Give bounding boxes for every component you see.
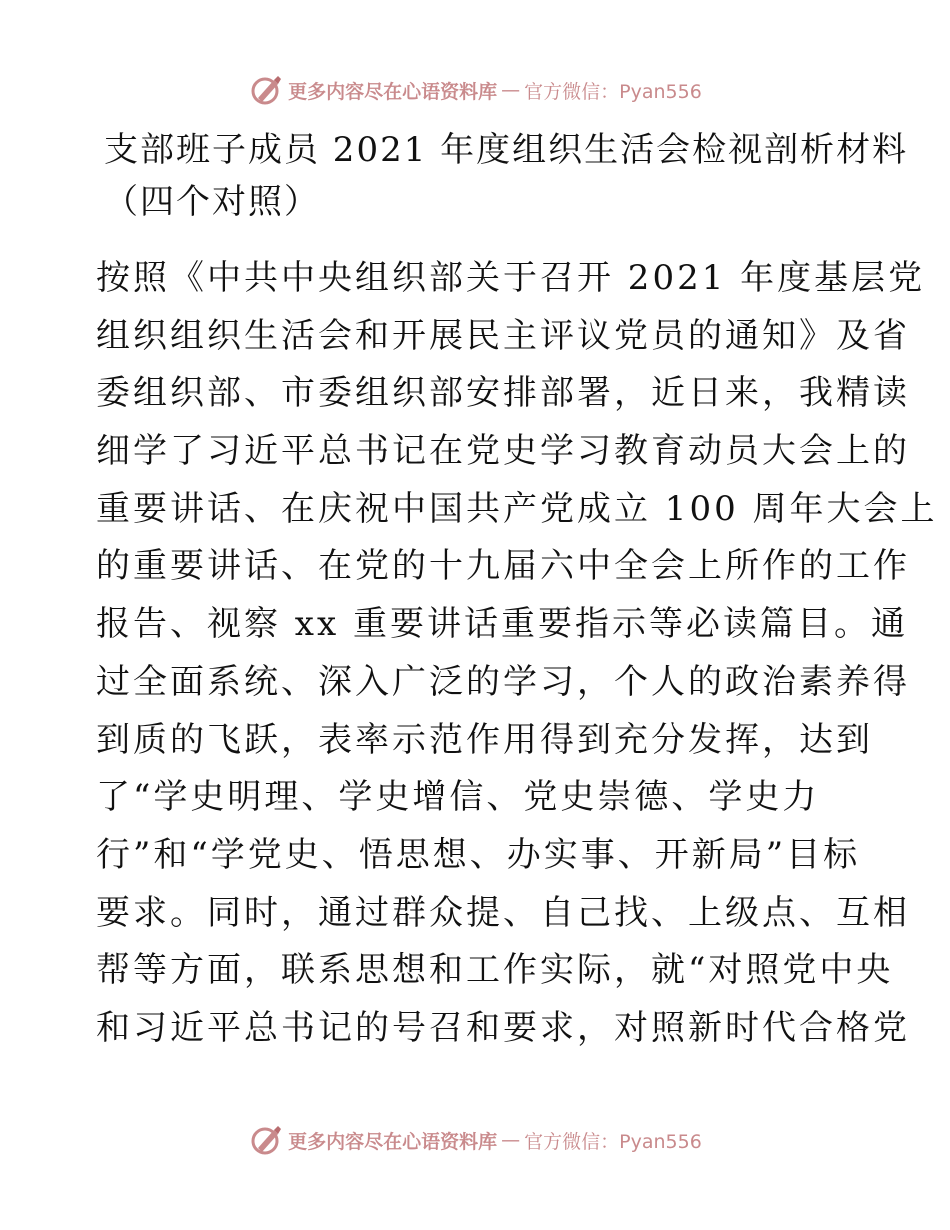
pen-logo-icon	[248, 72, 284, 108]
pen-logo-icon	[248, 1122, 284, 1158]
watermark-separator: —	[501, 1129, 521, 1151]
body-line: 按照《中共中央组织部关于召开 2021 年度基层党	[96, 258, 926, 298]
body-line: 报告、视察 xx 重要讲话重要指示等必读篇目。通	[96, 604, 908, 645]
body-line: 要求。同时，通过群众提、自己找、上级点、互相	[96, 892, 910, 933]
body-line: 委组织部、市委组织部安排部署，近日来，我精读	[96, 373, 910, 414]
body-line: 了“学史明理、学史增信、党史崇德、学史力	[96, 777, 820, 818]
document-body	[96, 250, 938, 1058]
watermark-contact: 官方微信：Pyan556	[524, 1130, 702, 1153]
footer-watermark	[0, 1118, 950, 1162]
watermark-separator: —	[501, 79, 521, 101]
body-line: 的重要讲话、在党的十九届六中全会上所作的工作	[96, 546, 910, 587]
body-line: 到质的飞跃，表率示范作用得到充分发挥，达到	[96, 719, 873, 760]
body-line: 组织组织生活会和开展民主评议党员的通知》及省	[96, 315, 910, 356]
title-line-1: 支部班子成员 2021 年度组织生活会检视剖析材料	[104, 130, 909, 170]
body-line: 重要讲话、在庆祝中国共产党成立 100 周年大会上	[96, 488, 938, 529]
watermark-text: 更多内容尽在心语资料库	[288, 1130, 498, 1153]
body-line: 行”和“学党史、悟思想、办实事、开新局”目标	[96, 834, 861, 875]
watermark-contact: 官方微信：Pyan556	[524, 80, 702, 103]
title-line-2: （四个对照）	[104, 182, 320, 222]
body-line: 过全面系统、深入广泛的学习，个人的政治素养得	[96, 661, 910, 702]
body-line: 细学了习近平总书记在党史学习教育动员大会上的	[96, 431, 910, 472]
body-line: 和习近平总书记的号召和要求，对照新时代合格党	[96, 1007, 910, 1048]
document-title	[104, 124, 909, 228]
body-line: 帮等方面，联系思想和工作实际，就“对照党中央	[96, 950, 894, 991]
header-watermark	[0, 68, 950, 112]
watermark-text: 更多内容尽在心语资料库	[288, 80, 498, 103]
